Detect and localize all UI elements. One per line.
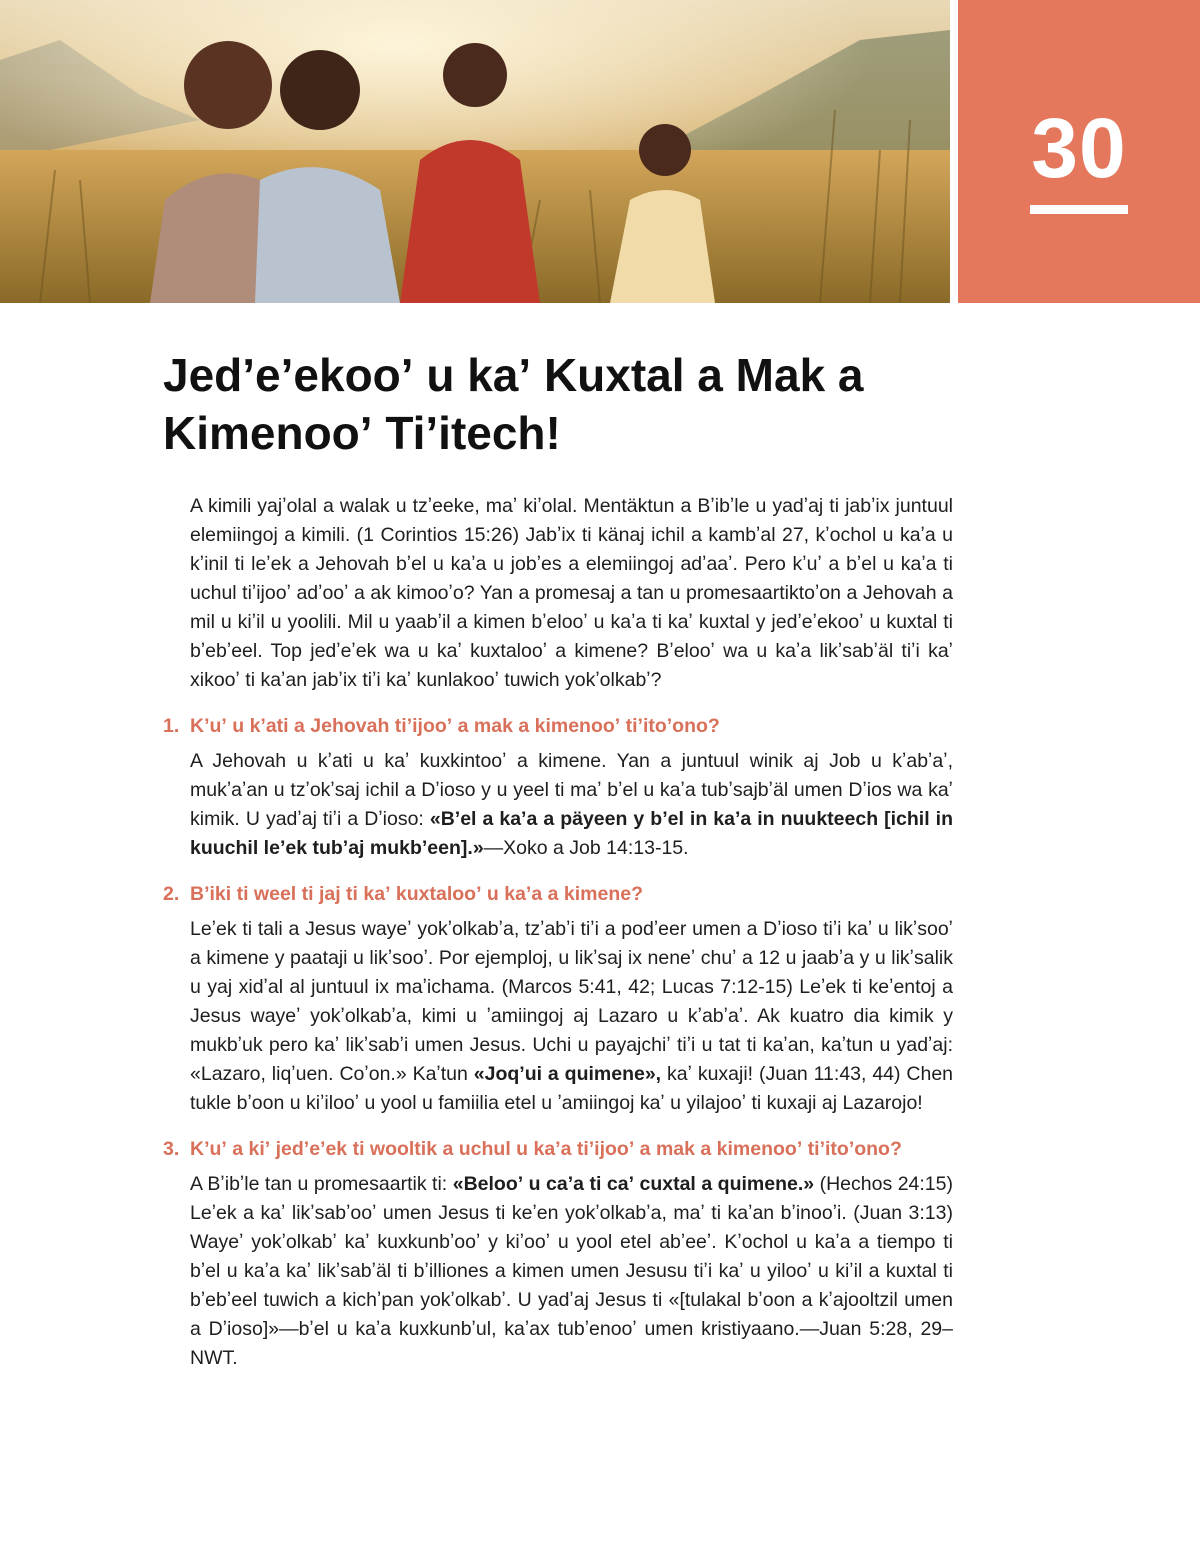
answer-text: kaʼ kuxaji! (Juan 11:43, 44) Chen tukle bʼoon u kiʼilooʼ u yool u famiilia etel u ʼamiingoj kaʼ u yilajooʼ ti kuxaji aj Lazarojo!: [190, 1063, 954, 1114]
answer-text: —Xoko a Job 14:13-15.: [483, 837, 689, 859]
scripture-quote: «Belooʼ u caʼa ti caʼ cuxtal a quimene.»: [452, 1173, 815, 1195]
page-title: Jedʼeʼekooʼ u kaʼ Kuxtal a Mak a Kimenooʼ Tiʼitech!: [163, 349, 864, 459]
lesson-content: [163, 492, 953, 1373]
answer-text: A Jehovah u kʼati u kaʼ kuxkintooʼ a kimene. Yan a juntuul winik aj Job u kʼabʼaʼ, mukʼaʼan u tzʼokʼsaj ichil a Dʼioso y u yeel ti maʼ bʼel u kaʼa tubʼsajbʼäl umen Dʼios wa kaʼ kimik. U yadʼaj tiʼi a Dʼioso:: [190, 750, 953, 830]
answer-text: A Bʼibʼle tan u promesaartik ti:: [190, 1173, 453, 1195]
chapter-number: 30: [1031, 101, 1127, 195]
question-number: 2.: [163, 883, 180, 905]
chapter-number-underline: [1030, 205, 1128, 214]
family-meadow-illustration: [0, 0, 950, 303]
hero-photo: [0, 0, 950, 303]
scripture-quote: «Bʼel a kaʼa a päyeen y bʼel in kaʼa in nuukteech [ichil in kuuchil leʼek tubʼaj mukbʼeen].»: [190, 808, 953, 859]
question-text: Kʼuʼ u kʼati a Jehovah tiʼijooʼ a mak a kimenooʼ tiʼitoʼono?: [190, 715, 720, 737]
answer-paragraph-3: [190, 1170, 953, 1373]
question-number: 1.: [163, 715, 180, 737]
intro-paragraph: A kimili yajʼolal a walak u tzʼeeke, maʼ kiʼolal. Mentäktun a Bʼibʼle u yadʼaj ti jabʼix juntuul elemiingoj a kimili. (1 Corintios 15:26) Jabʼix ti känaj ichil a kambʼal 27, kʼochol u kaʼa u kʼinil ti leʼek a Jehovah bʼel u kaʼa u jobʼes a elemiingoj adʼaaʼ. Pero kʼuʼ a bʼel u kaʼa ti uchul tiʼijooʼ adʼooʼ a ak kimooʼo? Yan a promesaj a tan u promesaartiktoʼon a Jehovah a mil u kiʼil u yoolili. Mil u yaabʼil a kimen bʼelooʼ u kaʼa ti kaʼ kuxtal y jedʼeʼekooʼ u kuxtal ti bʼebʼeel. Top jedʼeʼek wa u kaʼ kuxtalooʼ a kimene? Bʼelooʼ wa u kaʼa likʼsabʼäl tiʼi kaʼ xikooʼ ti kaʼan jabʼix tiʼi kaʼ kunlakooʼ tuwich yokʼolkabʼ?: [190, 495, 953, 691]
answer-text: Leʼek ti tali a Jesus wayeʼ yokʼolkabʼa, tzʼabʼi tiʼi a podʼeer umen a Dʼioso tiʼi kaʼ u likʼsooʼ a kimene y paataji u likʼsooʼ. Por ejemploj, u likʼsaj ix neneʼ chuʼ a 12 u jaabʼa y u likʼsalik u yaj xidʼal al juntuul ix maʼichama. (Marcos 5:41, 42; Lucas 7:12-15) Leʼek ti keʼentoj a Jesus wayeʼ yokʼolkabʼa, kimi u ʼamiingoj aj Lazaro u kʼabʼaʼ. Ak kuatro dia kimik y mukbʼuk pero kaʼ likʼsabʼi umen Jesus. Uchi u payajchiʼ tiʼi u tat ti kaʼan, kaʼtun u yadʼaj: «Lazaro, liqʼuen. Coʼon.» Kaʼtun: [190, 918, 953, 1085]
question-text: Bʼiki ti weel ti jaj ti kaʼ kuxtalooʼ u kaʼa a kimene?: [190, 883, 643, 905]
chapter-number-box: [958, 0, 1200, 303]
scripture-quote: «Joqʼui a quimene»,: [473, 1063, 662, 1085]
answer-text: (Hechos 24:15) Leʼek a kaʼ likʼsabʼooʼ umen Jesus ti keʼen yokʼolkabʼa, maʼ ti kaʼan bʼinooʼi. (Juan 3:13) Wayeʼ yokʼolkabʼ kaʼ kuxkunbʼooʼ y kiʼooʼ u yool etel abʼeeʼ. Kʼochol u kaʼa a tiempo ti bʼel u kaʼa kaʼ likʼsabʼäl ti bʼilliones a kimen umen Jesusu tiʼi kaʼ u yilooʼ u kiʼil a kuxtal ti bʼebʼeel tuwich a kichʼpan yokʼolkabʼ. U yadʼaj Jesus ti «[tulakal bʼoon a kʼajooltzil umen a Dʼioso]»—bʼel u kaʼa kuxkunbʼul, kaʼax tubʼenooʼ umen kristiyaano.—Juan 5:28, 29–NWT.: [190, 1173, 953, 1369]
question-3: [163, 1135, 953, 1163]
answer-paragraph-1: [190, 747, 953, 863]
question-number: 3.: [163, 1138, 180, 1160]
question-1: [163, 712, 953, 740]
question-2: [163, 880, 953, 908]
answer-paragraph-2: [190, 915, 953, 1118]
question-text: Kʼuʼ a kiʼ jedʼeʼek ti wooltik a uchul u kaʼa tiʼijooʼ a mak a kimenooʼ tiʼitoʼono?: [190, 1138, 902, 1160]
